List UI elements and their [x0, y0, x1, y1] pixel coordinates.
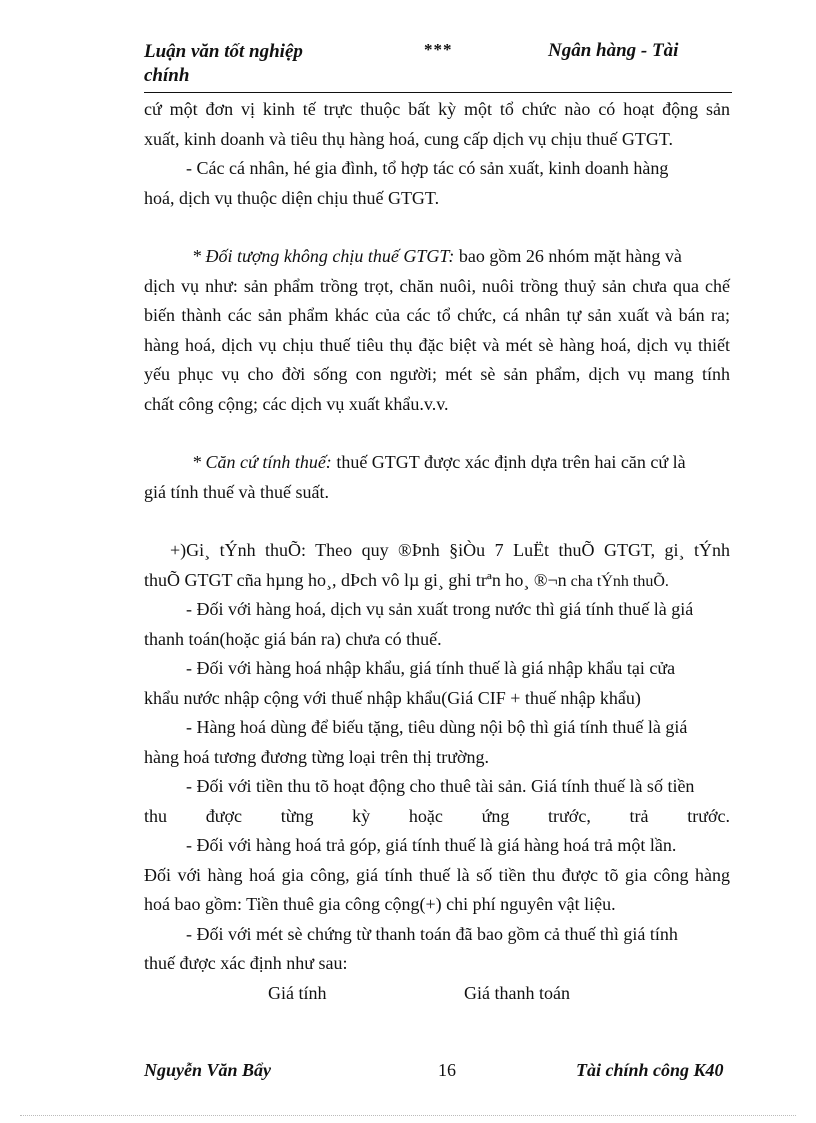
body-line: thu được từng kỳ hoặc ứng trước, trả trước.: [144, 805, 730, 826]
body-line: +)Gi¸ tÝnh thuÕ: Theo quy ®Þnh §iÒu 7 LuËt thuÕ GTGT, gi¸ tÝnh: [170, 540, 730, 560]
body-line: hoá, dịch vụ thuộc diện chịu thuế GTGT.: [144, 187, 440, 208]
document-body: [144, 95, 730, 1008]
body-text: thuế GTGT được xác định dựa trên hai căn cứ là: [331, 452, 686, 472]
body-line: [144, 242, 730, 272]
body-line: cứ một đơn vị kinh tế trực thuộc bất kỳ một tổ chức nào có hoạt động sản: [144, 99, 730, 119]
body-line: biến thành các sản phẩm khác của các tổ chức, cá nhân tự sản xuất và bán ra;: [144, 305, 730, 325]
body-line: - Đối với hàng hoá nhập khẩu, giá tính thuế là giá nhập khẩu tại cửa: [186, 658, 676, 678]
body-line: xuất, kinh doanh và tiêu thụ hàng hoá, cung cấp dịch vụ chịu thuế GTGT.: [144, 128, 674, 149]
header-rule: [144, 92, 732, 93]
body-line: hoá bao gồm: Tiền thuê gia công cộng(+) chi phí nguyên vật liệu.: [144, 894, 616, 914]
formula-left: Giá tính: [268, 982, 327, 1003]
body-text: bao gồm 26 nhóm mặt hàng và: [454, 246, 682, 266]
paragraph-gap: [144, 507, 730, 536]
body-line: - Đối với hàng hoá, dịch vụ sản xuất trong nước thì giá tính thuế là giá: [186, 599, 694, 619]
header-separator: ***: [424, 40, 453, 59]
body-line: hàng hoá tương đương từng loại trên thị trường.: [144, 746, 490, 767]
header-right-title: Ngân hàng - Tài: [548, 40, 679, 61]
body-line: Đối với hàng hoá gia công, giá tính thuế là số tiền thu được tõ gia công hàng: [144, 864, 730, 885]
body-line: [144, 448, 730, 478]
body-line: - Các cá nhân, hé gia đình, tổ hợp tác có sản xuất, kinh doanh hàng: [186, 158, 669, 178]
term-heading: * Căn cứ tính thuế:: [192, 452, 332, 472]
formula-right: Giá thanh toán: [464, 982, 570, 1003]
formula-line: [144, 979, 730, 1009]
body-line: thanh toán(hoặc giá bán ra) chưa có thuế.: [144, 628, 442, 649]
body-line: chất công cộng; các dịch vụ xuất khẩu.v.v.: [144, 393, 449, 414]
body-line: yếu phục vụ cho đời sống con người; mét sè sản phẩm, dịch vụ mang tính: [144, 364, 730, 384]
paragraph-gap: [144, 213, 730, 242]
body-text: cha tÝnh thuÕ.: [566, 572, 669, 590]
page-bottom-divider: [20, 1115, 796, 1116]
body-line: hàng hoá, dịch vụ chịu thuế tiêu thụ đặc biệt và mét sè hàng hoá, dịch vụ thiết: [144, 334, 730, 355]
body-line: giá tính thuế và thuế suất.: [144, 481, 329, 502]
page-number: 16: [438, 1060, 456, 1080]
body-line: - Đối với hàng hoá trả góp, giá tính thuế là giá hàng hoá trả một lần.: [186, 835, 677, 855]
body-text: thuÕ GTGT cña hµng ho¸, dÞch vô lµ gi¸ ghi trªn ho¸ ®¬n: [144, 569, 567, 590]
footer-course: Tài chính công K40: [576, 1060, 724, 1080]
footer-author: Nguyễn Văn Bẩy: [144, 1060, 272, 1080]
term-heading: * Đối tượng không chịu thuế GTGT:: [192, 246, 455, 266]
body-line: [144, 566, 730, 596]
body-line: - Hàng hoá dùng để biếu tặng, tiêu dùng nội bộ thì giá tính thuế là giá: [186, 717, 688, 737]
body-line: - Đối với tiền thu tõ hoạt động cho thuê tài sản. Giá tính thuế là số tiền: [186, 776, 695, 796]
paragraph-gap: [144, 419, 730, 448]
body-line: - Đối với mét sè chứng từ thanh toán đã bao gồm cả thuế thì giá tính: [186, 923, 678, 944]
body-line: dịch vụ như: sản phẩm trồng trọt, chăn nuôi, nuôi trồng thuỷ sản chưa qua chế: [144, 275, 730, 296]
body-line: thuế được xác định như sau:: [144, 953, 348, 973]
header-left-title: Luận văn tốt nghiệp chính: [144, 41, 303, 86]
body-line: khẩu nước nhập cộng với thuế nhập khẩu(Giá CIF + thuế nhập khẩu): [144, 687, 641, 708]
